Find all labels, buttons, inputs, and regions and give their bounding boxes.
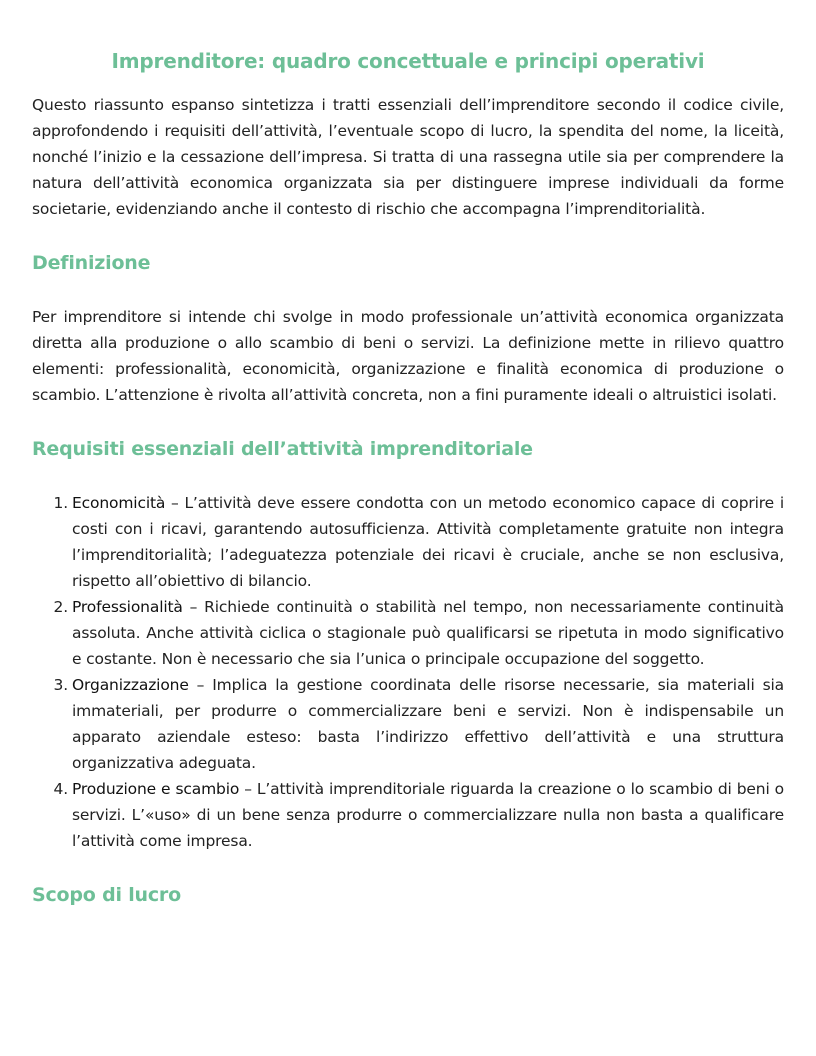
list-item-number: 4. — [53, 780, 68, 798]
section-heading-requisiti: Requisiti essenziali dell’attività imprenditoriale — [32, 438, 533, 460]
intro-paragraph: Questo riassunto espanso sintetizza i tratti essenziali dell’imprenditore secondo il codice civile, approfondendo i requisiti dell’attività, l’eventuale scopo di lucro, la spendita del nome, la liceità, nonché l’inizio e la cessazione dell’impresa. Si tratta di una rassegna utile sia per comprendere la natura dell’attività economica organizzata sia per distinguere imprese individuali da forme societarie, evidenziando anche il contesto di rischio che accompagna l’imprenditorialità. — [32, 96, 784, 218]
list-item-text: – Richiede continuità o stabilità nel tempo, non necessariamente continuità assoluta. Anche attività ciclica o stagionale può qualificarsi se ripetuta in modo significativo e costante. Non è necessario che sia l’unica o principale occupazione del soggetto. — [72, 598, 784, 668]
list-item-economicita — [32, 490, 784, 594]
list-item-number: 2. — [53, 598, 68, 616]
document-title: Imprenditore: quadro concettuale e principi operativi — [111, 49, 705, 73]
list-item-term: Organizzazione — [72, 676, 189, 694]
list-item-term: Produzione e scambio — [72, 780, 240, 798]
list-item-term: Economicità — [72, 494, 166, 512]
section-heading-definizione: Definizione — [32, 252, 151, 274]
list-item-professionalita — [32, 594, 784, 672]
list-item-number: 3. — [53, 676, 68, 694]
list-item-term: Professionalità — [72, 598, 183, 616]
requisiti-list — [32, 490, 784, 854]
list-item-text: – L’attività deve essere condotta con un metodo economico capace di coprire i costi con i ricavi, garantendo autosufficienza. Attività completamente gratuite non integra l’imprenditorialità; l’adeguatezza potenziale dei ricavi è cruciale, anche se non esclusiva, rispetto all’obiettivo di bilancio. — [72, 494, 784, 590]
section-heading-lucro: Scopo di lucro — [32, 884, 181, 906]
list-item-organizzazione — [32, 672, 784, 776]
list-item-number: 1. — [53, 494, 68, 512]
list-item-text: – Implica la gestione coordinata delle risorse necessarie, sia materiali sia immateriali, per produrre o commercializzare beni e servizi. Non è indispensabile un apparato aziendale esteso: basta l’indirizzo effettivo dell’attività e una struttura organizzativa adeguata. — [72, 676, 784, 772]
list-item-produzione-scambio — [32, 776, 784, 854]
list-item-text: – L’attività imprenditoriale riguarda la creazione o lo scambio di beni o servizi. L’«uso» di un bene senza produrre o commercializzare nulla non basta a qualificare l’attività come impresa. — [72, 780, 784, 850]
definizione-paragraph: Per imprenditore si intende chi svolge in modo professionale un’attività economica organizzata diretta alla produzione o allo scambio di beni o servizi. La definizione mette in rilievo quattro elementi: professionalità, economicità, organizzazione e finalità economica di produzione o scambio. L’attenzione è rivolta all’attività concreta, non a fini puramente ideali o altruistici isolati. — [32, 308, 784, 404]
